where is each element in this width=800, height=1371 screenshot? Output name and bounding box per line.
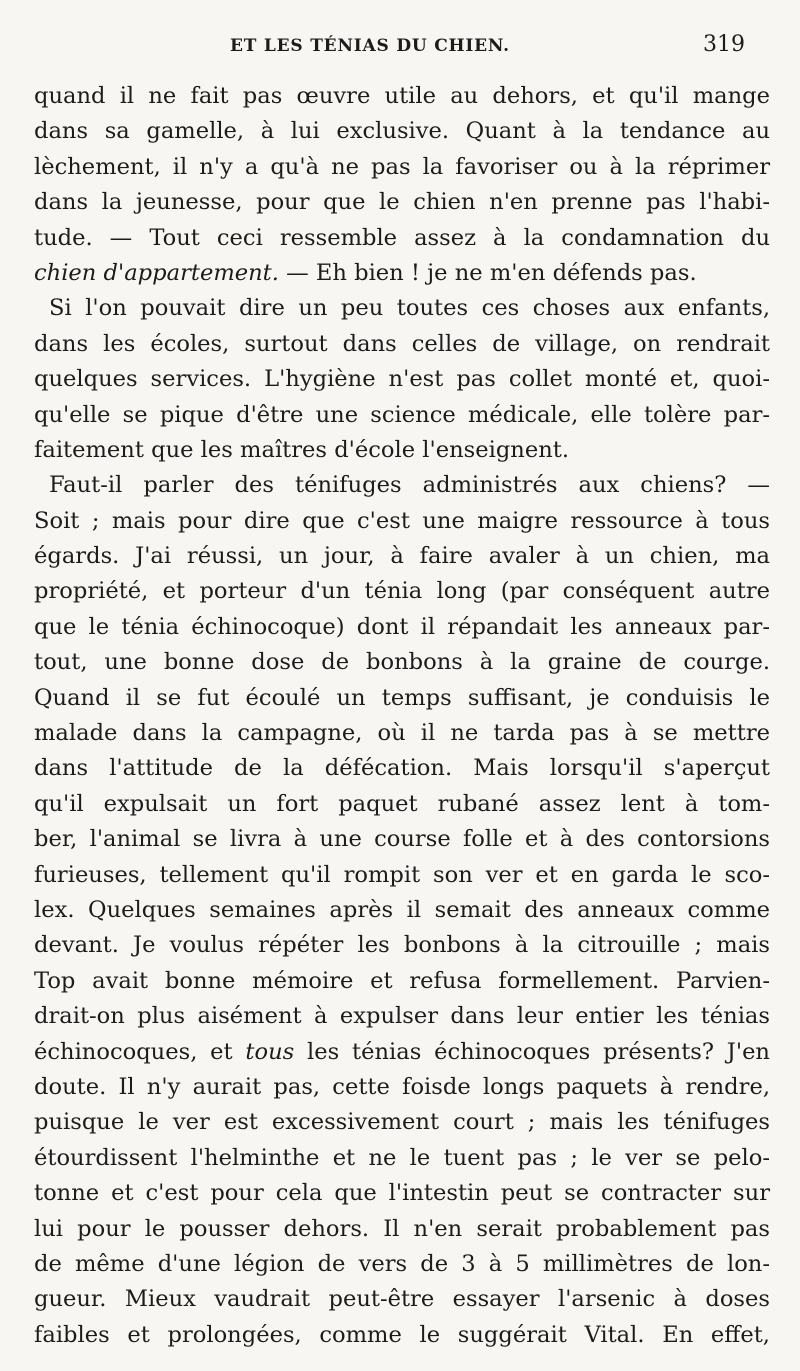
text-line xyxy=(34,893,770,928)
text-line xyxy=(34,539,770,574)
text-line xyxy=(34,1105,770,1140)
text-line xyxy=(34,787,770,822)
text-run: quelques services. L'hygiène n'est pas collet monté et, quoi- xyxy=(34,366,770,393)
page-number: 319 xyxy=(703,32,745,57)
text-line xyxy=(34,398,770,433)
text-run: puisque le ver est excessivement court ; mais les ténifuges xyxy=(34,1109,770,1136)
text-run: gueur. Mieux vaudrait peut-être essayer l'arsenic à doses xyxy=(34,1286,770,1313)
running-header xyxy=(0,30,800,60)
text-run: doute. Il n'y aurait pas, cette foisde longs paquets à rendre, xyxy=(34,1073,770,1100)
text-run: propriété, et porteur d'un ténia long (par conséquent autre xyxy=(34,578,770,605)
text-line xyxy=(34,221,770,256)
text-line xyxy=(34,468,770,503)
text-run: dans la jeunesse, pour que le chien n'en prenne pas l'habi- xyxy=(34,189,770,216)
text-run: tonne et c'est pour cela que l'intestin peut se contracter sur xyxy=(34,1180,770,1207)
text-run: que le ténia échinocoque) dont il répandait les anneaux par- xyxy=(34,613,770,640)
text-run: malade dans la campagne, où il ne tarda pas à se mettre xyxy=(34,720,770,747)
text-run: les ténias échinocoques présents? J'en xyxy=(294,1038,770,1065)
text-run: dans les écoles, surtout dans celles de village, on rendrait xyxy=(34,330,770,357)
text-line xyxy=(34,751,770,786)
text-run: faibles et prolongées, comme le suggérait Vital. En effet, xyxy=(34,1321,770,1348)
text-line xyxy=(34,964,770,999)
text-line xyxy=(34,716,770,751)
text-line xyxy=(34,1176,770,1211)
text-line xyxy=(34,114,770,149)
text-line xyxy=(34,185,770,220)
text-run: Faut-il parler des ténifuges administrés aux chiens? — xyxy=(49,472,770,499)
running-title: ET LES TÉNIAS DU CHIEN. xyxy=(230,36,510,56)
text-line xyxy=(34,858,770,893)
text-run: Top avait bonne mémoire et refusa formellement. Parvien- xyxy=(34,967,770,994)
text-line xyxy=(34,433,770,468)
text-line xyxy=(34,1318,770,1353)
text-run: qu'il expulsait un fort paquet rubané assez lent à tom- xyxy=(34,790,770,817)
text-line xyxy=(34,1282,770,1317)
text-line xyxy=(34,1141,770,1176)
text-line xyxy=(34,574,770,609)
text-run: lex. Quelques semaines après il semait des anneaux comme xyxy=(34,896,770,923)
text-line xyxy=(34,645,770,680)
text-line xyxy=(34,999,770,1034)
text-line xyxy=(34,822,770,857)
italic-text: chien d'appartement. xyxy=(34,259,279,286)
text-line xyxy=(34,610,770,645)
body-text xyxy=(34,79,770,1353)
text-run: égards. J'ai réussi, un jour, à faire avaler à un chien, ma xyxy=(34,543,770,570)
text-run: de même d'une légion de vers de 3 à 5 millimètres de lon- xyxy=(34,1250,770,1277)
text-run: lèchement, il n'y a qu'à ne pas la favoriser ou à la réprimer xyxy=(34,153,770,180)
text-line xyxy=(34,1070,770,1105)
text-line xyxy=(34,79,770,114)
text-line xyxy=(34,1035,770,1070)
text-run: Si l'on pouvait dire un peu toutes ces choses aux enfants, xyxy=(49,295,770,322)
text-line xyxy=(34,681,770,716)
text-run: dans sa gamelle, à lui exclusive. Quant à la tendance au xyxy=(34,118,770,145)
text-run: dans l'attitude de la défécation. Mais lorsqu'il s'aperçut xyxy=(34,755,770,782)
text-run: furieuses, tellement qu'il rompit son ver et en garda le sco- xyxy=(34,861,770,888)
text-run: ber, l'animal se livra à une course folle et à des contorsions xyxy=(34,826,770,853)
text-line xyxy=(34,291,770,326)
text-run: Soit ; mais pour dire que c'est une maigre ressource à tous xyxy=(34,507,770,534)
text-run: faitement que les maîtres d'école l'enseignent. xyxy=(34,436,570,463)
text-run: tout, une bonne dose de bonbons à la graine de courge. xyxy=(34,649,770,676)
text-line xyxy=(34,327,770,362)
text-line xyxy=(34,504,770,539)
text-run: échinocoques, et xyxy=(34,1038,246,1065)
text-run: étourdissent l'helminthe et ne le tuent pas ; le ver se pelo- xyxy=(34,1144,770,1171)
text-run: tude. — Tout ceci ressemble assez à la condamnation du xyxy=(34,224,770,251)
text-line xyxy=(34,1212,770,1247)
text-line xyxy=(34,256,770,291)
text-run: qu'elle se pique d'être une science médicale, elle tolère par- xyxy=(34,401,770,428)
text-run: lui pour le pousser dehors. Il n'en serait probablement pas xyxy=(34,1215,770,1242)
text-line xyxy=(34,362,770,397)
text-line xyxy=(34,1247,770,1282)
text-run: devant. Je voulus répéter les bonbons à la citrouille ; mais xyxy=(34,932,770,959)
text-line xyxy=(34,150,770,185)
text-run: Quand il se fut écoulé un temps suffisant, je conduisis le xyxy=(34,684,770,711)
text-run: drait-on plus aisément à expulser dans leur entier les ténias xyxy=(34,1003,770,1030)
text-run: — Eh bien ! je ne m'en défends pas. xyxy=(278,259,697,286)
text-line xyxy=(34,928,770,963)
italic-text: tous xyxy=(245,1038,295,1065)
text-run: quand il ne fait pas œuvre utile au dehors, et qu'il mange xyxy=(34,83,770,109)
